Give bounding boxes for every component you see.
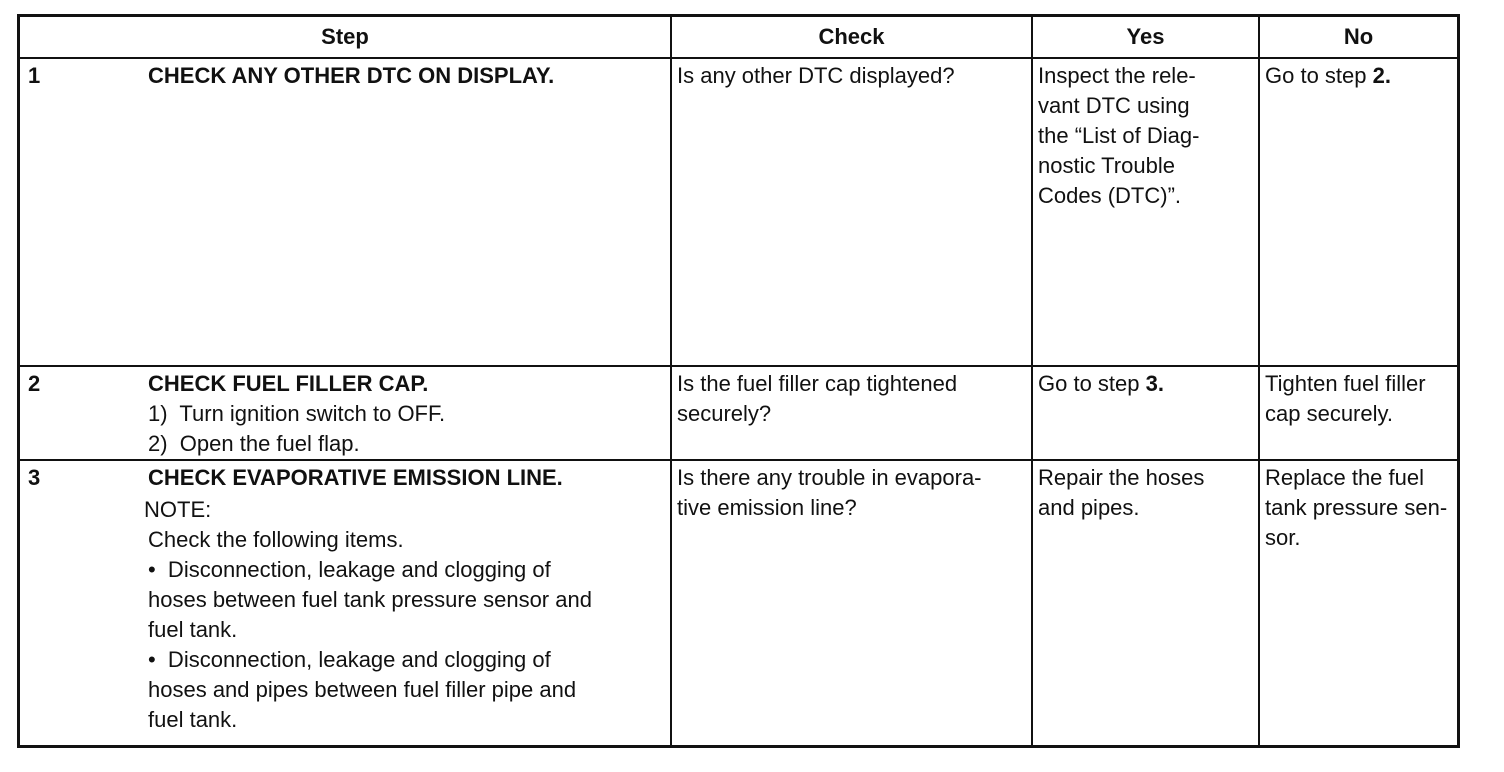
header-no: No: [1259, 16, 1459, 59]
step-number: 1: [28, 63, 41, 88]
diagnostic-table: [17, 14, 1460, 748]
yes-line: Inspect the rele-: [1038, 63, 1196, 88]
no-line: cap securely.: [1265, 401, 1393, 426]
note-label: NOTE:: [144, 497, 212, 522]
yes-line: and pipes.: [1038, 495, 1140, 520]
yes-text: Go to step: [1038, 371, 1146, 396]
no-line: sor.: [1265, 525, 1301, 550]
check-cell: [671, 460, 1032, 747]
check-cell: [671, 58, 1032, 366]
check-line: Is the fuel filler cap tightened: [677, 371, 958, 396]
check-line: securely?: [677, 401, 772, 426]
no-line: Tighten fuel filler: [1265, 371, 1426, 396]
check-line: Is there any trouble in evapora-: [677, 465, 982, 490]
no-cell: [1259, 460, 1459, 747]
table-row: [19, 58, 1459, 366]
no-line: Replace the fuel: [1265, 465, 1424, 490]
step-cell: [19, 366, 672, 460]
step-title: CHECK EVAPORATIVE EMISSION LINE.: [148, 465, 563, 490]
step-number: 2: [28, 371, 41, 396]
no-cell: [1259, 366, 1459, 460]
no-line: tank pressure sen-: [1265, 495, 1448, 520]
header-check: Check: [671, 16, 1032, 59]
note-line: • Disconnection, leakage and clogging of: [148, 557, 551, 582]
note-line: • Disconnection, leakage and clogging of: [148, 647, 551, 672]
note-line: hoses between fuel tank pressure sensor and: [148, 587, 592, 612]
substep: 2) Open the fuel flap.: [148, 431, 360, 456]
note-line: fuel tank.: [148, 707, 238, 732]
yes-line: Codes (DTC)”.: [1038, 183, 1182, 208]
header-yes: Yes: [1032, 16, 1259, 59]
yes-cell: [1032, 460, 1259, 747]
note-line: fuel tank.: [148, 617, 238, 642]
step-cell: [19, 58, 672, 366]
check-cell: [671, 366, 1032, 460]
yes-line: vant DTC using: [1038, 93, 1190, 118]
step-reference: 3.: [1145, 371, 1164, 396]
header-step: Step: [19, 16, 672, 59]
check-text: Is any other DTC displayed?: [677, 63, 955, 88]
header-row: [19, 16, 1459, 59]
step-cell: [19, 460, 672, 747]
table-row: [19, 460, 1459, 747]
no-cell: [1259, 58, 1459, 366]
check-line: tive emission line?: [677, 495, 857, 520]
step-title: CHECK FUEL FILLER CAP.: [148, 371, 429, 396]
no-text: Go to step: [1265, 63, 1373, 88]
note-line: Check the following items.: [148, 527, 404, 552]
yes-cell: [1032, 58, 1259, 366]
table-row: [19, 366, 1459, 460]
note-line: hoses and pipes between fuel filler pipe and: [148, 677, 577, 702]
yes-line: the “List of Diag-: [1038, 123, 1200, 148]
yes-line: Repair the hoses: [1038, 465, 1205, 490]
substep: 1) Turn ignition switch to OFF.: [148, 401, 446, 426]
yes-cell: [1032, 366, 1259, 460]
step-number: 3: [28, 465, 41, 490]
step-title: CHECK ANY OTHER DTC ON DISPLAY.: [148, 63, 555, 88]
yes-line: nostic Trouble: [1038, 153, 1175, 178]
step-reference: 2.: [1372, 63, 1391, 88]
